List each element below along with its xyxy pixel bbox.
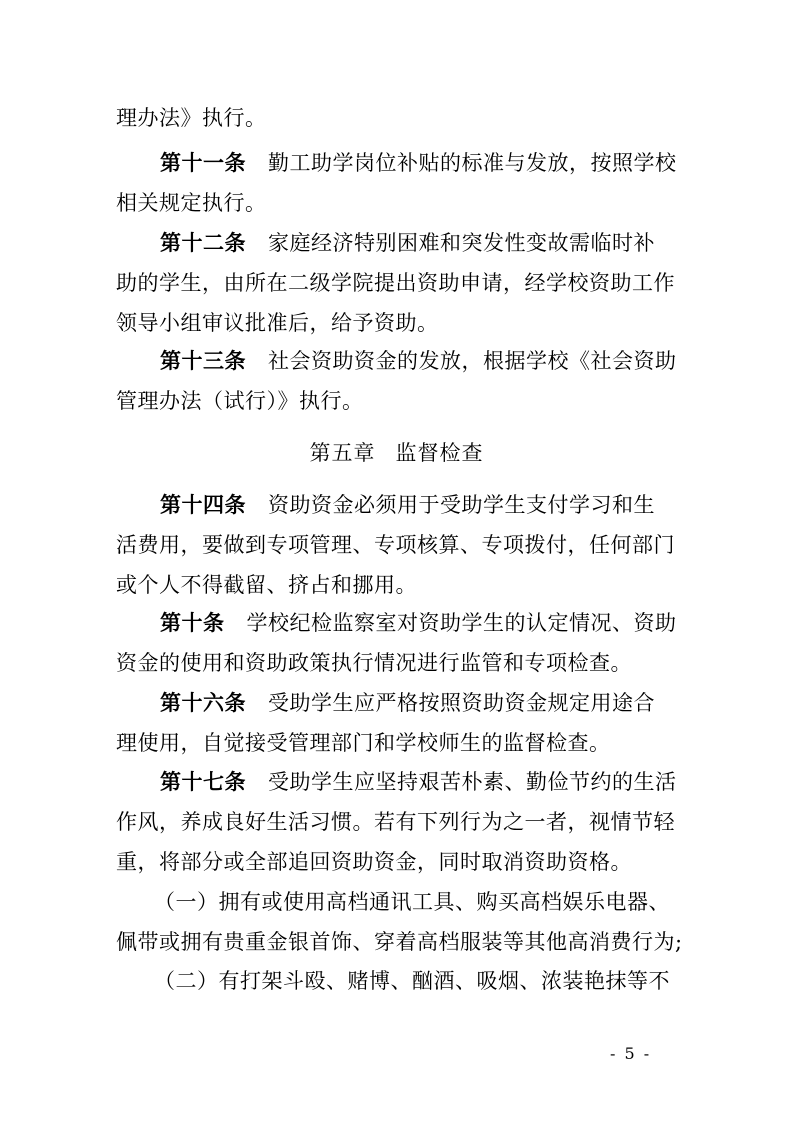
paragraph-line: 作风，养成良好生活习惯。若有下列行为之一者，视情节轻	[116, 810, 675, 834]
list-item-1-line: （一）拥有或使用高档通讯工具、购买高档娱乐电器、	[154, 890, 670, 914]
paragraph-line: 资金的使用和资助政策执行情况进行监管和专项检查。	[116, 651, 632, 675]
paragraph-line: 重，将部分或全部追回资助资金，同时取消资助资格。	[116, 850, 632, 874]
page-number: - 5 -	[610, 1044, 652, 1063]
article-label: 第十三条	[160, 349, 246, 373]
article-12-line: 第十二条 家庭经济特别困难和突发性变故需临时补	[160, 231, 655, 255]
paragraph-line: 相关规定执行。	[116, 191, 267, 215]
paragraph-line: 佩带或拥有贵重金银首饰、穿着高档服装等其他高消费行为;	[116, 930, 683, 954]
article-13-line: 第十三条 社会资助资金的发放，根据学校《社会资助	[160, 349, 677, 373]
article-15-line: 第十条 学校纪检监察室对资助学生的认定情况、资助	[160, 611, 677, 635]
paragraph-line: 助的学生，由所在二级学院提出资助申请，经学校资助工作	[116, 271, 675, 295]
paragraph-line: 管理办法（试行）》执行。	[116, 389, 364, 413]
paragraph-line: 理办法》执行。	[116, 106, 267, 130]
article-16-line: 第十六条 受助学生应严格按照资助资金规定用途合	[160, 691, 655, 715]
article-label: 第十一条	[160, 151, 246, 175]
article-label: 第十四条	[160, 493, 246, 517]
chapter-title: 监督检查	[395, 441, 484, 465]
paragraph-line: 或个人不得截留、挤占和挪用。	[116, 573, 417, 597]
list-item-2-line: （二）有打架斗殴、赌博、酗酒、吸烟、浓装艳抹等不	[154, 969, 670, 993]
chapter-number: 第五章	[309, 441, 376, 465]
paragraph-line: 领导小组审议批准后，给予资助。	[116, 311, 439, 335]
article-label: 第十七条	[160, 770, 246, 794]
article-17-line: 第十七条 受助学生应坚持艰苦朴素、勤俭节约的生活	[160, 770, 677, 794]
article-label: 第十六条	[160, 691, 246, 715]
article-11-line: 第十一条 勤工助学岗位补贴的标准与发放，按照学校	[160, 151, 677, 175]
paragraph-line: 理使用，自觉接受管理部门和学校师生的监督检查。	[116, 731, 611, 755]
article-label: 第十二条	[160, 231, 246, 255]
article-label: 第十条	[160, 611, 225, 635]
paragraph-line: 活费用，要做到专项管理、专项核算、专项拨付，任何部门	[116, 533, 675, 557]
chapter-heading	[0, 438, 793, 468]
article-14-line: 第十四条 资助资金必须用于受助学生支付学习和生	[160, 493, 655, 517]
